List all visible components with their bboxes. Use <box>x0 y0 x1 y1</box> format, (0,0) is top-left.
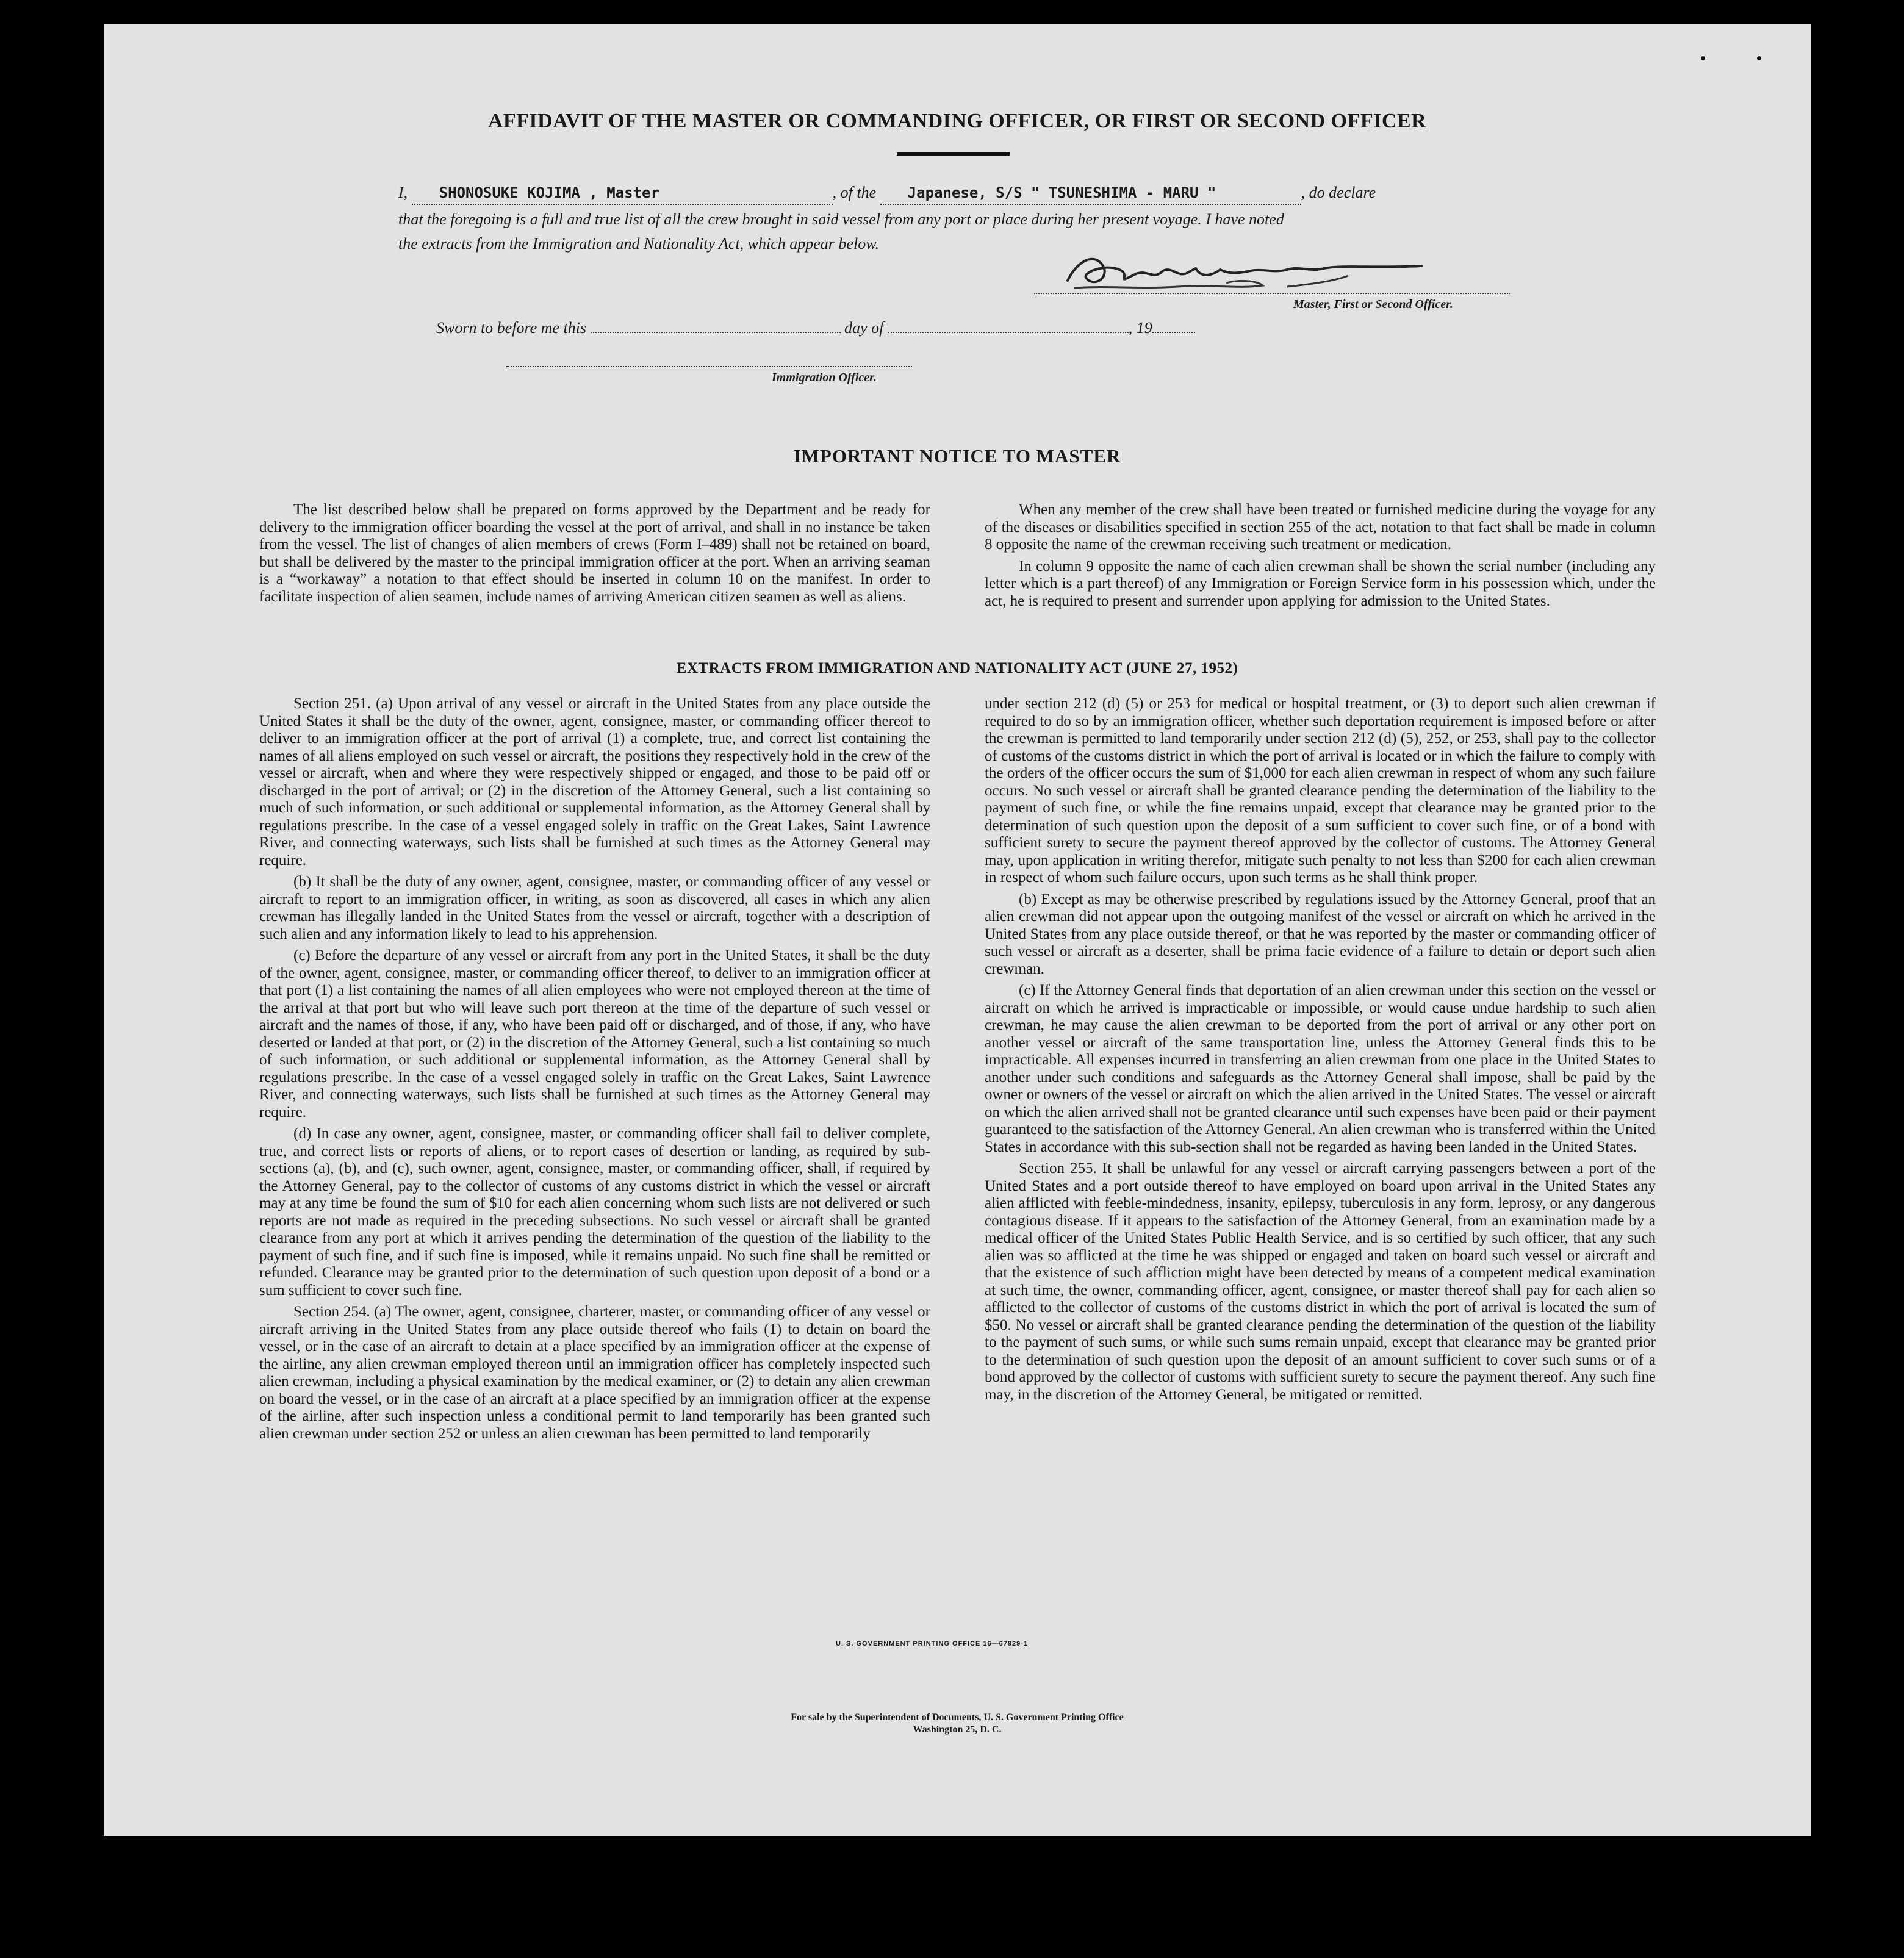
immigration-officer-caption: Immigration Officer. <box>772 371 877 384</box>
notice-paragraph: The list described below shall be prepared on forms approved by the Department and be ready for delivery to the immigration officer boarding the vessel at the port of arrival, and shall in no instance be taken from the vessel. The list of changes of alien members of crews (Form I–489) shall not be retained on board, but shall be delivered by the master to the principal immigration officer at the port. When an arriving seaman is a “workaway” a notation to that effect should be inserted in column 10 on the manifest. In order to facilitate inspection of alien seamen, include names of arriving American citizen seamen as well as aliens. <box>259 501 930 605</box>
extract-paragraph: Section 255. It shall be unlawful for any vessel or aircraft carrying passengers between a port of the United States and a port outside thereof to have employed on board upon arrival in the United States any alien afflicted with feeble-mindedness, insanity, epilepsy, tuberculosis in any form, leprosy, or any dangerous contagious disease. If it appears to the satisfaction of the Attorney General, from an examination made by a medical officer of the United States Public Health Service, and is so certified by such officer, that any such alien was so afflicted at the time he was shipped or engaged and taken on board such vessel or aircraft and that the existence of such affliction might have been detected by means of a competent medical examination at such time, the owner, commanding officer, agent, consignee, or master thereof shall pay for each alien so afflicted to the collector of customs of the customs district in which the port of arrival is located the sum of $50. No vessel or aircraft shall be granted clearance pending the determination of the question of the liability to the payment of such sums, or while such sums remain unpaid, except that clearance may be granted prior to the determination of such question upon the deposit of an amount sufficient to cover such sums or of a bond approved by the collector of customs with sufficient surety to secure the payment thereof. Any such fine may, in the discretion of the Attorney General, be mitigated or remitted. <box>985 1160 1656 1403</box>
sworn-date-field <box>591 332 841 333</box>
sworn-month-field <box>888 332 1129 333</box>
signature-line <box>1034 293 1510 294</box>
extracts-title: EXTRACTS FROM IMMIGRATION AND NATIONALITY ACT (JUNE 27, 1952) <box>676 660 1238 676</box>
signature-caption: Master, First or Second Officer. <box>1293 298 1453 311</box>
speck-dot <box>1701 56 1705 60</box>
immigration-officer-line <box>506 366 912 367</box>
notice-left-column <box>259 501 930 610</box>
notice-right-column <box>985 501 1656 614</box>
decl-prefix: I, <box>398 184 408 201</box>
extract-paragraph: (c) Before the departure of any vessel or aircraft from any port in the United States, it shall be the duty of the owner, agent, consignee, master, or commanding officer thereof, to deliver to an immigration officer at that port (1) a list containing the names of all alien employees who were not employed thereon at the time of the arrival at that port but who will leave such port thereon at the time of the departure of such vessel or aircraft and the names of those, if any, who have been paid off or discharged, and of those, if any, who have deserted or landed at that port, or (2) in the discretion of the Attorney General, such a list containing so much of such information, or such additional or supplemental information, as the Attorney General shall by regulations prescribe. In the case of a vessel engaged solely in traffic on the Great Lakes, Saint Lawrence River, and connecting waterways, such lists shall be furnished at such times as the Attorney General may require. <box>259 947 930 1121</box>
extract-paragraph: Section 251. (a) Upon arrival of any vessel or aircraft in the United States from any place outside the United States it shall be the duty of the owner, agent, consignee, master, or commanding officer thereof to deliver to an immigration officer at the port of arrival (1) a complete, true, and correct list containing the names of all aliens employed on such vessel or aircraft, the positions they respectively hold in the crew of the vessel or aircraft, when and where they were respectively shipped or engaged, and those to be paid off or discharged in the port of arrival; or (2) in the discretion of the Attorney General, such a list containing so much of such information, or such additional or supplemental information, as the Attorney General shall by regulations prescribe. In the case of a vessel engaged solely in traffic on the Great Lakes, Saint Lawrence River, and connecting waterways, such lists shall be furnished at such times as the Attorney General may require. <box>259 695 930 869</box>
notice-paragraph: When any member of the crew shall have been treated or furnished medicine during the voyage for any of the diseases or disabilities specified in section 255 of the act, notation to that fact shall be made in column 8 opposite the name of the crewman receiving such treatment or medication. <box>985 501 1656 553</box>
gpo-print-code: U. S. GOVERNMENT PRINTING OFFICE 16—67829-1 <box>836 1640 1029 1648</box>
notice-title: IMPORTANT NOTICE TO MASTER <box>793 445 1121 467</box>
sworn-year-label: , 19 <box>1128 319 1152 337</box>
footer <box>104 1712 1811 1736</box>
extracts-right-column <box>985 695 1656 1408</box>
notice-paragraph: In column 9 opposite the name of each alien crewman shall be shown the serial number (including any letter which is a part thereof) of any Immigration or Foreign Service form in his possession which, under the act, he is required to present and surrender upon applying for admission to the United States. <box>985 558 1656 609</box>
extract-paragraph: under section 212 (d) (5) or 253 for medical or hospital treatment, or (3) to deport such alien crewman if required to do so by an immigration officer, whether such deportation requirement is imposed before or after the crewman is permitted to land temporarily under section 212 (d) (5), 252, or 253, shall pay to the collector of customs of the customs district in which the port of arrival is located or in which the failure to comply with the orders of the officer occurs the sum of $1,000 for each alien crewman in respect of whom any such failure occurs. No such vessel or aircraft shall be granted clearance pending the determination of the liability to the payment of such fine, or while the fine remains unpaid, except that clearance may be granted prior to the determination of such question upon the deposit of a sum sufficient to cover such fine, or of a bond with sufficient surety to secure the payment thereof approved by the collector of customs. The Attorney General may, upon application in writing therefor, mitigate such penalty to not less than $200 for each alien crewman in respect of whom such failure occurs, upon such terms as he shall think proper. <box>985 695 1656 886</box>
extract-paragraph: (b) Except as may be otherwise prescribed by regulations issued by the Attorney General, proof that an alien crewman did not appear upon the outgoing manifest of the vessel or aircraft on which he arrived in the United States from any place outside thereof, or that he was reported by the master or commanding officer of such vessel or aircraft as a deserter, shall be prima facie evidence of a failure to detain or deport such alien crewman. <box>985 891 1656 977</box>
sworn-line <box>436 317 1547 339</box>
sworn-year-field <box>1152 332 1195 333</box>
decl-suffix: , do declare <box>1301 184 1376 201</box>
speck-dot <box>1757 56 1761 60</box>
declaration-line-2: that the foregoing is a full and true list of all the crew brought in said vessel from any port or place during her present voyage. I have noted <box>398 210 1284 228</box>
extract-paragraph: Section 254. (a) The owner, agent, consignee, charterer, master, or commanding officer of any vessel or aircraft arriving in the United States from any place outside thereof who fails (1) to detain on board the vessel, or in the case of an aircraft to detain at a place specified by an immigration officer at the expense of the airline, any alien crewman employed thereon until an immigration officer has completely inspected such alien crewman, including a physical examination by the medical examiner, or (2) to detain any alien crewman on board the vessel, or in the case of an aircraft at a place specified by an immigration officer at the expense of the airline, after such inspection unless a conditional permit to land temporarily has been granted such alien crewman under section 252 or unless an alien crewman has been permitted to land temporarily <box>259 1304 930 1442</box>
affidavit-title: AFFIDAVIT OF THE MASTER OR COMMANDING OFFICER, OR FIRST OR SECOND OFFICER <box>487 110 1427 132</box>
extract-paragraph: (b) It shall be the duty of any owner, agent, consignee, master, or commanding officer of any vessel or aircraft to report to an immigration officer, in writing, as soon as discovered, all cases in which any alien crewman has illegally landed in the United States from the vessel or aircraft, together with a description of such alien and any information likely to lead to his apprehension. <box>259 873 930 942</box>
sworn-day-label: day of <box>844 319 884 337</box>
form-page <box>104 24 1811 1836</box>
vessel-field: Japanese, S/S " TSUNESHIMA - MARU " <box>880 182 1301 205</box>
master-name-field: SHONOSUKE KOJIMA , Master <box>412 182 833 205</box>
extract-paragraph: (d) In case any owner, agent, consignee, master, or commanding officer shall fail to deliver complete, true, and correct lists or reports of aliens, or to report cases of desertion or landing, as required by sub-sections (a), (b), and (c), such owner, agent, consignee, master, or commanding officer, shall, if required by the Attorney General, pay to the collector of customs of any customs district in which the vessel or aircraft may at any time be found the sum of $10 for each alien concerning whom such lists are not delivered or such reports are not made as required in the preceding subsections. No such vessel or aircraft shall be granted clearance from any port at which it arrives pending the determination of the question of the liability to the payment of such fine, and if such fine is imposed, while it remains unpaid. No such fine shall be remitted or refunded. Clearance may be granted prior to the determination of such question upon deposit of a bond or a sum sufficient to cover such fine. <box>259 1125 930 1299</box>
footer-line-2: Washington 25, D. C. <box>913 1724 1002 1735</box>
decl-mid: , of the <box>832 184 877 201</box>
declaration-line-1 <box>398 182 1509 205</box>
footer-line-1: For sale by the Superintendent of Documents, U. S. Government Printing Office <box>791 1712 1124 1723</box>
extract-paragraph: (c) If the Attorney General finds that deportation of an alien crewman under this section on the vessel or aircraft on which he arrived is impracticable or impossible, or would cause undue hardship to such alien crewman, he may cause the alien crewman to be deported from the port of arrival or any other port on another vessel or aircraft of the same transportation line, unless the Attorney General finds this to be impracticable. All expenses incurred in transferring an alien crewman from one place in the United States to another under such conditions and safeguards as the Attorney General shall impose, shall be paid by the owner or owners of the vessel or aircraft on which the alien arrived in the United States. The vessel or aircraft on which the alien arrived shall not be granted clearance until such expenses have been paid or their payment guaranteed to the satisfaction of the Attorney General. An alien crewman who is transferred within the United States in accordance with this sub-section shall not be regarded as having been landed in the United States. <box>985 982 1656 1155</box>
extracts-left-column <box>259 695 930 1447</box>
sworn-prefix: Sworn to before me this <box>436 319 587 337</box>
declaration-line-3: the extracts from the Immigration and Nationality Act, which appear below. <box>398 235 880 253</box>
signature-image <box>1055 244 1446 299</box>
title-rule <box>897 152 1010 156</box>
